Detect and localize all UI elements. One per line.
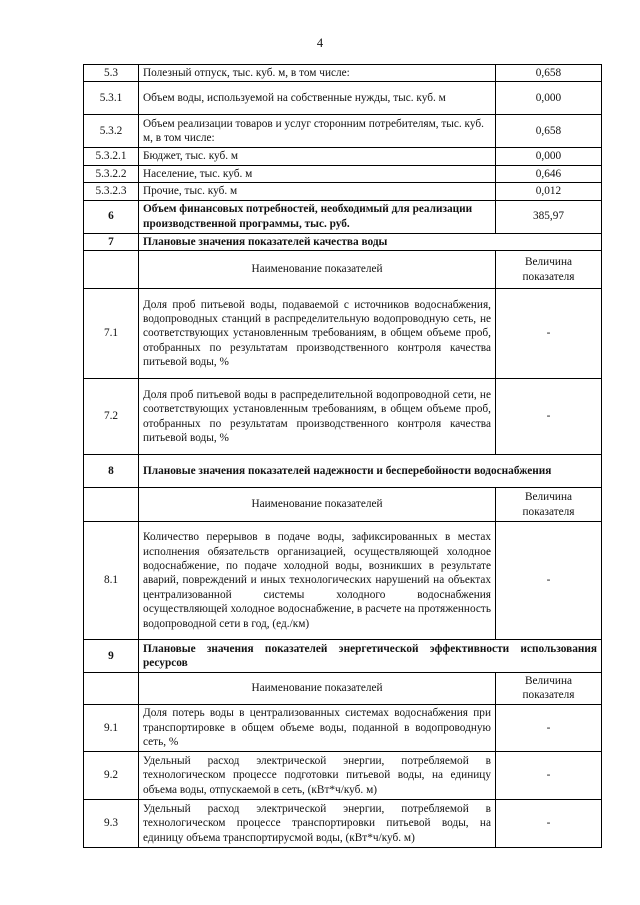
table-row [84, 200, 602, 233]
column-header-name: Наименование показателей [139, 251, 496, 289]
table-row [84, 799, 602, 847]
row-value: 0,000 [496, 82, 602, 115]
table-row [84, 148, 602, 165]
table-row [84, 751, 602, 799]
row-value: - [496, 522, 602, 640]
row-number: 6 [84, 200, 139, 233]
row-value: 0,658 [496, 115, 602, 148]
row-text: Удельный расход электрической энергии, потребляемой в технологическом процессе транспортировки питьевой воды, на единицу объема транспортирусмой воды, (кВт*ч/куб. м) [139, 799, 496, 847]
row-text: Объем реализации товаров и услуг сторонним потребителям, тыс. куб. м, в том числе: [139, 115, 496, 148]
section-number: 9 [84, 640, 139, 673]
row-number: 8.1 [84, 522, 139, 640]
row-number: 9.2 [84, 751, 139, 799]
row-value: 0,012 [496, 183, 602, 200]
table-row [84, 65, 602, 82]
row-value: - [496, 751, 602, 799]
indicators-table [83, 64, 602, 848]
row-text: Объем воды, используемой на собственные нужды, тыс. куб. м [139, 82, 496, 115]
table-row [84, 183, 602, 200]
row-value: 385,97 [496, 200, 602, 233]
section-header [84, 233, 602, 250]
table-row [84, 115, 602, 148]
column-header-row [84, 673, 602, 705]
column-header-row [84, 488, 602, 522]
row-number: 5.3.1 [84, 82, 139, 115]
page-number: 4 [316, 36, 324, 50]
section-title: Плановые значения показателей качества воды [139, 233, 602, 250]
row-value: - [496, 379, 602, 455]
row-value: - [496, 799, 602, 847]
row-number: 9.1 [84, 704, 139, 751]
row-number: 5.3.2 [84, 115, 139, 148]
empty-cell [84, 673, 139, 705]
row-text: Доля проб питьевой воды в распределительной водопроводной сети, не соответствующих установленным требованиям, в общем объеме проб, отобранных по результатам производственного контроля качества питьевой воды, % [139, 379, 496, 455]
table-row [84, 82, 602, 115]
empty-cell [84, 488, 139, 522]
row-value: 0,000 [496, 148, 602, 165]
row-text: Количество перерывов в подаче воды, зафиксированных в местах исполнения обязательств организацией, осуществляющей холодное водоснабжение, по подаче холодной воды, возникших в результате аварий, повреждений и иных технологических нарушений на объектах централизованной системы холодного водоснабжения осуществляющей холодное водоснабжение, в расчете на протяженность водопроводной сети в год, (ед./км) [139, 522, 496, 640]
empty-cell [84, 251, 139, 289]
table-row [84, 165, 602, 182]
row-value: 0,646 [496, 165, 602, 182]
row-number: 7.1 [84, 289, 139, 379]
section-header [84, 640, 602, 673]
row-value: 0,658 [496, 65, 602, 82]
column-header-name: Наименование показателей [139, 673, 496, 705]
table-row [84, 522, 602, 640]
column-header-value: Величина показателя [496, 251, 602, 289]
row-number: 7.2 [84, 379, 139, 455]
section-header [84, 455, 602, 488]
row-text: Население, тыс. куб. м [139, 165, 496, 182]
row-text: Полезный отпуск, тыс. куб. м, в том числе: [139, 65, 496, 82]
row-number: 5.3.2.3 [84, 183, 139, 200]
column-header-name: Наименование показателей [139, 488, 496, 522]
section-number: 7 [84, 233, 139, 250]
column-header-value: Величина показателя [496, 673, 602, 705]
column-header-value: Величина показателя [496, 488, 602, 522]
column-header-row [84, 251, 602, 289]
row-number: 9.3 [84, 799, 139, 847]
table-row [84, 289, 602, 379]
row-text: Доля проб питьевой воды, подаваемой с источников водоснабжения, водопроводных станций в распределительную водопроводную сеть, не соответствующих установленным требованиям, в общем объеме проб, отобранных по результатам производственного контроля качества питьевой воды, % [139, 289, 496, 379]
table-row [84, 704, 602, 751]
row-text: Объем финансовых потребностей, необходимый для реализации производственной программы, тыс. руб. [139, 200, 496, 233]
row-value: - [496, 289, 602, 379]
row-text: Удельный расход электрической энергии, потребляемой в технологическом процессе подготовки питьевой воды, на единицу объема воды, отпускаемой в сеть, (кВт*ч/куб. м) [139, 751, 496, 799]
section-title: Плановые значения показателей надежности и бесперебойности водоснабжения [139, 455, 602, 488]
row-number: 5.3.2.1 [84, 148, 139, 165]
row-value: - [496, 704, 602, 751]
row-text: Бюджет, тыс. куб. м [139, 148, 496, 165]
section-number: 8 [84, 455, 139, 488]
section-title: Плановые значения показателей энергетической эффективности использования ресурсов [139, 640, 602, 673]
row-number: 5.3 [84, 65, 139, 82]
table-row [84, 379, 602, 455]
row-number: 5.3.2.2 [84, 165, 139, 182]
row-text: Прочие, тыс. куб. м [139, 183, 496, 200]
row-text: Доля потерь воды в централизованных системах водоснабжения при транспортировке в общем объеме воды, поданной в водопроводную сеть, % [139, 704, 496, 751]
